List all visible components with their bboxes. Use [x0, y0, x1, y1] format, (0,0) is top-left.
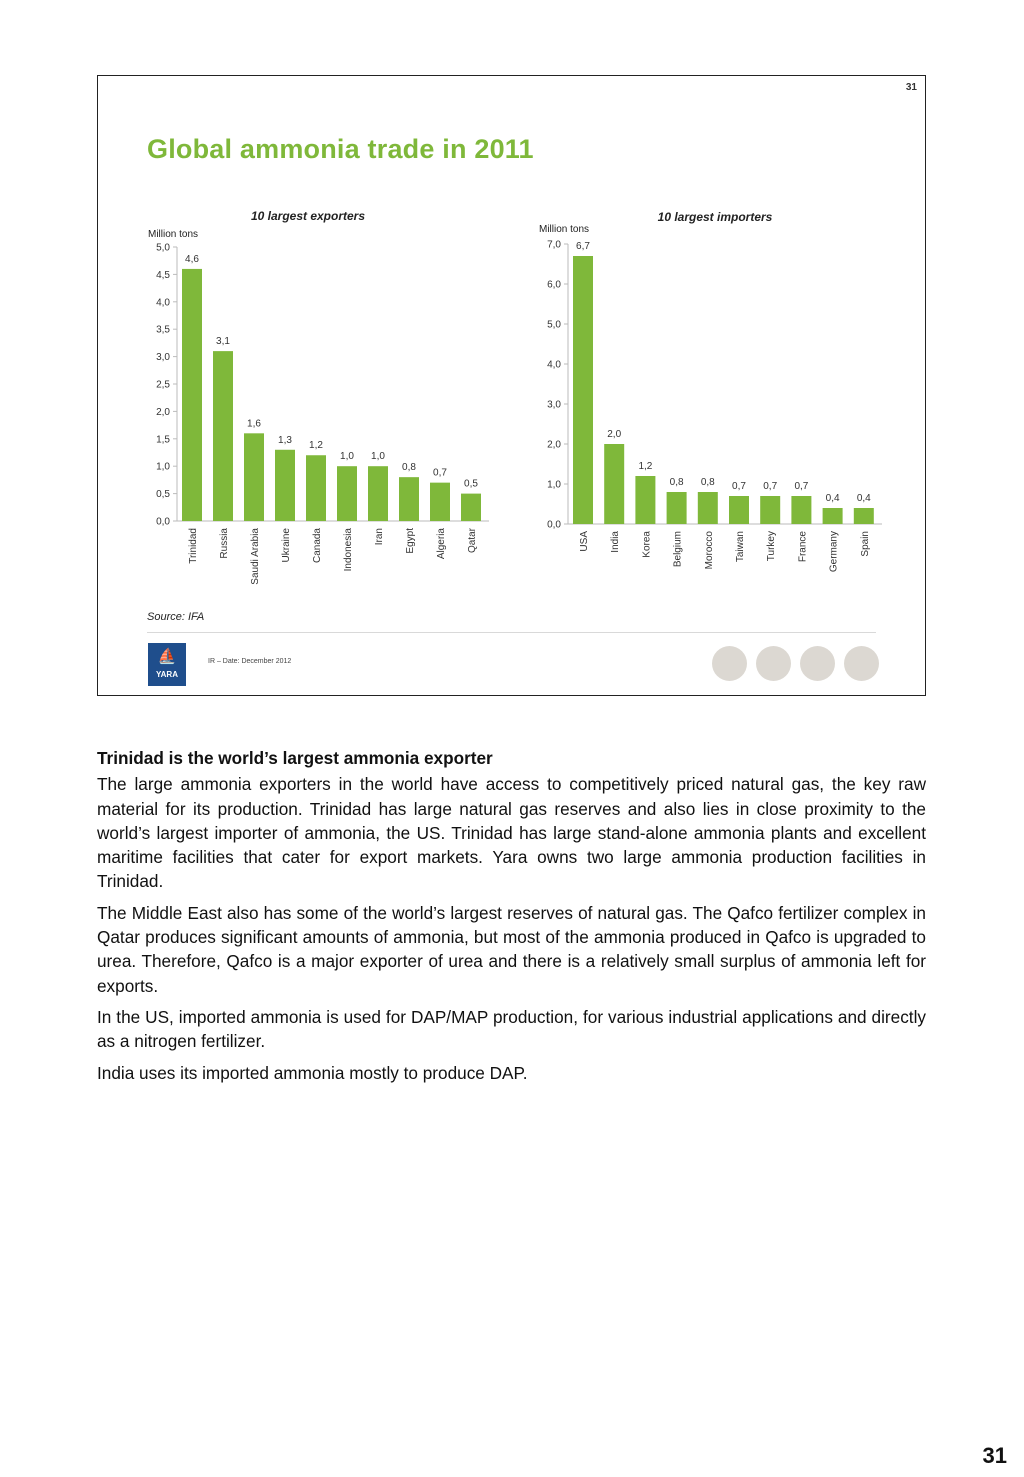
viking-ship-icon: ⛵ [157, 648, 177, 665]
data-label: 0,8 [402, 462, 416, 474]
data-label: 0,4 [856, 493, 871, 504]
charts-svg [98, 76, 924, 606]
body-text [97, 746, 926, 1092]
category-label: Taiwan [735, 531, 746, 563]
bar [791, 496, 811, 524]
y-tick-label: 4,0 [156, 297, 170, 309]
bar [635, 476, 655, 524]
bar [213, 351, 233, 521]
y-tick-label: 7,0 [547, 239, 561, 251]
data-label: 1,0 [371, 451, 385, 463]
data-label: 0,8 [700, 477, 715, 488]
category-label: India [610, 531, 622, 553]
bar [760, 496, 780, 524]
category-label: Iran [374, 528, 385, 546]
paragraph: In the US, imported ammonia is used for DAP/MAP production, for various industrial applications and directly as a nitrogen fertilizer. [97, 1006, 926, 1052]
data-label: 0,7 [732, 481, 746, 492]
bar [275, 450, 295, 521]
bar [368, 466, 388, 521]
bar [667, 492, 687, 524]
y-tick-label: 1,0 [547, 479, 561, 491]
bar [823, 508, 843, 524]
y-tick-label: 3,0 [156, 352, 170, 364]
y-tick-label: 2,0 [547, 439, 561, 451]
category-label: Germany [828, 531, 840, 573]
dot-icon [844, 646, 879, 681]
y-tick-label: 5,0 [547, 319, 561, 331]
y-tick-label: 4,0 [547, 359, 561, 371]
category-label: Korea [641, 531, 653, 558]
y-tick-label: 3,0 [547, 399, 561, 411]
data-label: 1,0 [340, 451, 354, 463]
data-label: 1,2 [309, 440, 323, 452]
bar [729, 496, 749, 524]
category-label: Saudi Arabia [250, 528, 261, 585]
paragraph: The large ammonia exporters in the world have access to competitively priced natural gas, the key raw material for its production. Trinidad has large natural gas reserves and also lies in close proximity to the world’s largest importer of ammonia, the US. Trinidad has large stand-alone ammonia plants and excellent maritime facilities that cater for export markets. Yara owns two large ammonia production facilities in Trinidad. [97, 774, 926, 892]
paragraph: The Middle East also has some of the world’s largest reserves of natural gas. The Qafco fertilizer complex in Qatar produces significant amounts of ammonia, but most of the ammonia produced in Qafco is upgraded to urea. Therefore, Qafco is a major exporter of urea and there is a relatively small surplus of ammonia left for exports. [97, 902, 926, 996]
data-label: 0,7 [763, 481, 778, 492]
data-label: 1,6 [247, 418, 261, 430]
y-axis-label: Million tons [148, 229, 199, 240]
bar [306, 455, 326, 521]
bar [854, 508, 874, 524]
slide-title: Global ammonia trade in 2011 [147, 134, 534, 164]
y-tick-label: 1,5 [156, 434, 170, 446]
bar [430, 483, 450, 521]
source-note: Source: IFA [147, 611, 205, 623]
data-label: 6,7 [576, 241, 590, 252]
logo-text: YARA [156, 670, 178, 679]
category-label: USA [579, 531, 590, 552]
y-tick-label: 6,0 [547, 279, 561, 291]
y-tick-label: 2,0 [156, 406, 170, 418]
paragraph: India uses its imported ammonia mostly to produce DAP. [97, 1062, 528, 1083]
y-tick-label: 5,0 [156, 242, 170, 254]
data-label: 1,3 [278, 434, 292, 446]
category-label: Indonesia [343, 528, 354, 572]
category-label: Belgium [672, 531, 684, 568]
category-label: Ukraine [281, 528, 292, 563]
bar [604, 444, 624, 524]
category-label: France [797, 531, 809, 563]
data-label: 1,2 [638, 461, 653, 472]
category-label: Spain [859, 531, 871, 557]
y-tick-label: 4,5 [156, 269, 170, 281]
category-label: Turkey [766, 531, 778, 562]
bar [399, 477, 419, 521]
dot-icon [800, 646, 835, 681]
dot-icon [756, 646, 791, 681]
y-tick-label: 2,5 [156, 379, 170, 391]
category-label: Qatar [467, 528, 478, 554]
y-axis-label: Million tons [539, 224, 590, 235]
data-label: 4,6 [185, 253, 199, 265]
bar [698, 492, 718, 524]
category-label: Russia [219, 528, 230, 559]
data-label: 0,7 [794, 481, 809, 492]
category-label: Egypt [405, 528, 416, 554]
data-label: 3,1 [216, 336, 230, 348]
bar [337, 466, 357, 521]
bar [461, 494, 481, 521]
data-label: 0,4 [825, 493, 840, 504]
page-number: 31 [982, 1443, 1007, 1468]
slide-number: 31 [905, 82, 917, 93]
bar [244, 433, 264, 521]
dot-icon [712, 646, 747, 681]
y-tick-label: 0,5 [156, 489, 170, 501]
category-label: Trinidad [188, 528, 199, 564]
slide [97, 75, 926, 696]
section-heading: Trinidad is the world’s largest ammonia exporter [97, 748, 493, 768]
data-label: 0,5 [464, 478, 478, 490]
decorative-dots [712, 646, 879, 681]
category-label: Morocco [703, 531, 715, 570]
data-label: 0,8 [669, 477, 684, 488]
bar [573, 256, 593, 524]
data-label: 0,7 [433, 467, 447, 479]
chart-title: 10 largest importers [657, 210, 773, 224]
y-tick-label: 0,0 [156, 516, 170, 528]
yara-logo [148, 643, 186, 686]
footer-date: IR – Date: December 2012 [208, 658, 292, 665]
footer-divider [147, 632, 876, 633]
data-label: 2,0 [607, 429, 622, 440]
bar [182, 269, 202, 521]
category-label: Canada [312, 528, 323, 564]
y-tick-label: 0,0 [547, 519, 561, 531]
y-tick-label: 3,5 [156, 324, 170, 336]
category-label: Algeria [436, 528, 447, 560]
y-tick-label: 1,0 [156, 461, 170, 473]
chart-title: 10 largest exporters [250, 209, 366, 223]
